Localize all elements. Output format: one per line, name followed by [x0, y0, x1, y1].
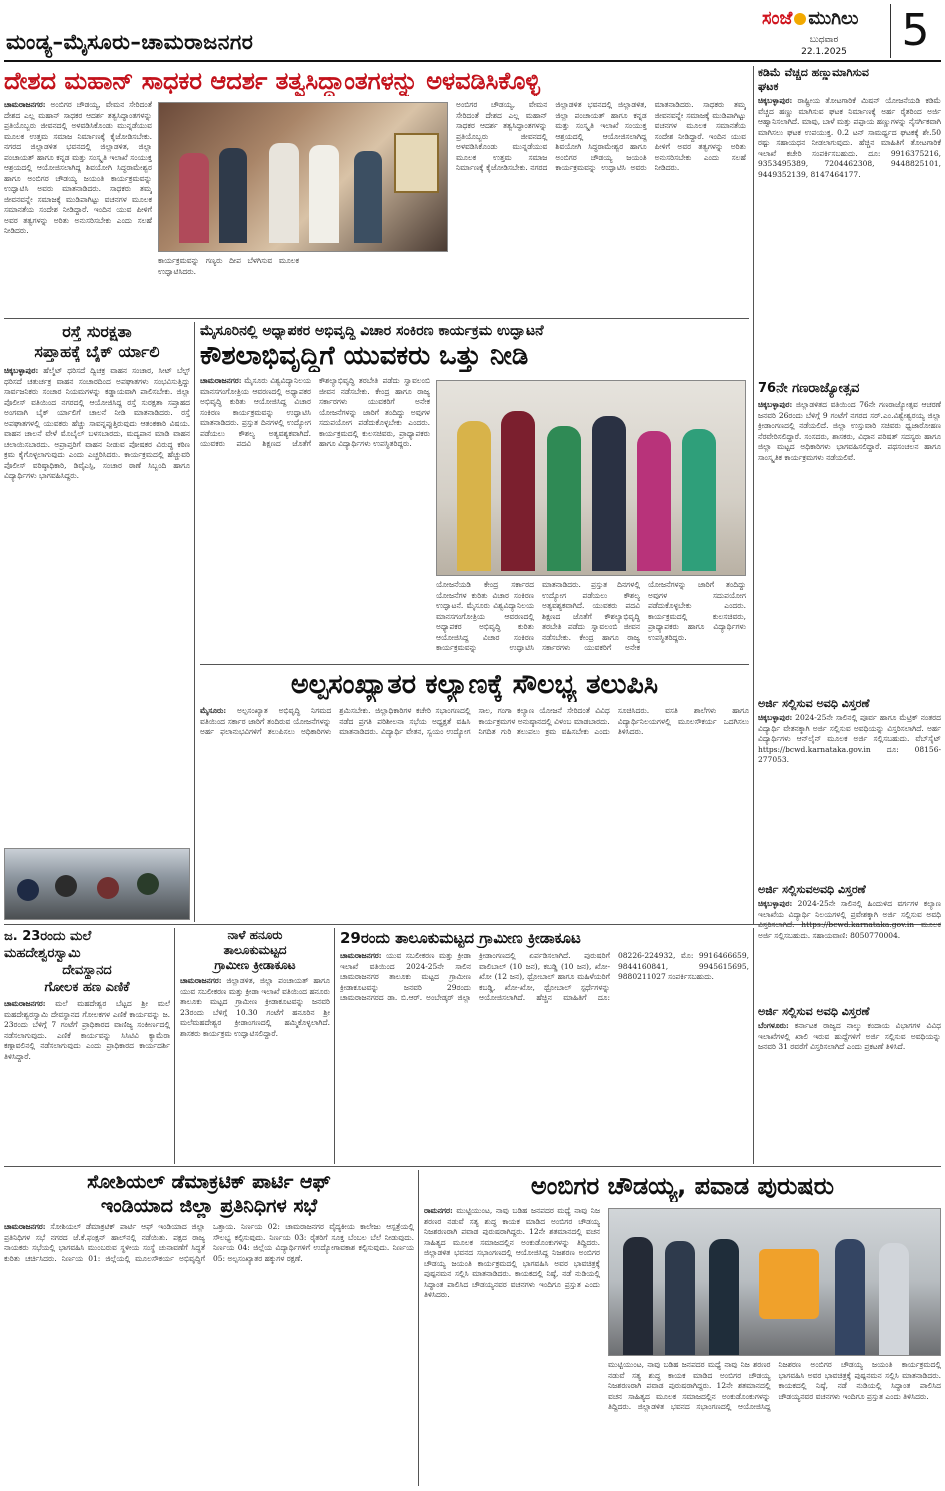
story-sdpi — [4, 1170, 414, 1486]
story-ambigara-col1 — [424, 1206, 600, 1484]
rule-skill — [200, 664, 749, 665]
story-skill-body — [200, 376, 430, 660]
story-ambigara-cols — [608, 1360, 941, 1484]
body-mm: ಮಲೆ ಮಹದೇಶ್ವರ ಬೆಟ್ಟದ ಶ್ರೀ ಮಲೆ ಮಹದೇಶ್ವರಸ್ವಾಮಿ ದೇವಸ್ಥಾನದ ಗೋಲಕಗಳ ಎಣಿಕೆ ಕಾರ್ಯವನ್ನು ಜ. 23ರಂದು ಬೆಳಿಗ್ಗೆ 7 ಗಂಟೆಗೆ ಪ್ರಾಧಿಕಾರದ ವಾಣಿಜ್ಯ ಸಂಕೀರ್ಣದಲ್ಲಿ ನಡೆಸಲಾಗುವುದು. ಎಣಿಕೆ ಕಾರ್ಯವನ್ನು ಸಿಸಿಟಿವಿ ಕ್ಯಾಮೆರಾ ಕಣ್ಗಾವಲಿನಲ್ಲಿ ನಡೆಸಲಾಗುವುದು ಎಂದು ಪ್ರಾಧಿಕಾರದ ಕಾರ್ಯದರ್ಶಿ ತಿಳಿಸಿದ್ದಾರೆ. — [4, 999, 170, 1061]
story-sdpi-body — [4, 1222, 414, 1484]
story-top-col-rest — [456, 100, 746, 312]
headline-mm-1: ಜ. 23ರಂದು ಮಲೆ — [4, 929, 92, 944]
headline-sdpi-1: ಸೋಶಿಯಲ್ ಡೆಮಾಕ್ರಟಿಕ್ ಪಾರ್ಟಿ ಆಫ್ — [87, 1171, 331, 1193]
story-mm-body — [4, 999, 170, 1159]
headline-ambigara: ಅಂಬಿಗರ ಚೌಡಯ್ಯ, ಪವಾಡ ಪುರುಷರು — [530, 1172, 835, 1200]
rule-road — [194, 322, 195, 922]
section-title: ಮಂಡ್ಯ–ಮೈಸೂರು–ಚಾಮರಾಜನಗರ — [6, 30, 254, 54]
rule-bottom-v — [418, 1170, 419, 1486]
logo-part1: ಸಂಜೆ — [762, 8, 793, 29]
headline-top: ದೇಶದ ಮಹಾನ್ ಸಾಧಕರ ಆದರ್ಶ ತತ್ವಸಿದ್ದಾಂತಗಳನ್ನು ಅಳವಡಿಸಿಕೊಳ್ಳಿ — [4, 67, 541, 95]
body-road-safety: ಹೆಲ್ಮೆಟ್ ಧರಿಸದೆ ದ್ವಿಚಕ್ರ ವಾಹನ ಸಂಚಾರ, ಸೀಟ್ ಬೆಲ್ಟ್ ಧರಿಸದೆ ಚತುರ್ಚಕ್ರ ವಾಹನ ಸಂಚಾರದಿಂದ ಅಪಘಾತಗಳು ಸಂಭವಿಸುತ್ತಿದ್ದು ಸಾರ್ವಜನಿಕರು ಸಂಚಾರ ನಿಯಮಗಳನ್ನು ಕಡ್ಡಾಯವಾಗಿ ಪಾಲಿಸಬೇಕು. ಜಿಲ್ಲಾ ಪೊಲೀಸ್ ವತಿಯಿಂದ ನಗರದಲ್ಲಿ ಆಯೋಜಿಸಿದ್ದ ರಸ್ತೆ ಸುರಕ್ಷತಾ ಸಪ್ತಾಹದ ಅಂಗವಾಗಿ ಬೈಕ್ ರ್ಯಾಲಿಗೆ ಚಾಲನೆ ನೀಡಿ ಮಾತನಾಡಿದರು. ರಸ್ತೆ ಅಪಘಾತಗಳಲ್ಲಿ ಯುವಕರು ಹೆಚ್ಚು ಸಾವನ್ನಪ್ಪುತ್ತಿರುವುದು ಆತಂಕಕಾರಿ ವಿಷಯ. ವಾಹನ ಚಾಲನೆ ವೇಳೆ ಮೊಬೈಲ್ ಬಳಸಬಾರದು, ಮದ್ಯಪಾನ ಮಾಡಿ ವಾಹನ ಚಲಾಯಿಸಬಾರದು. ಅಪ್ರಾಪ್ತರಿಗೆ ವಾಹನ ನೀಡುವ ಪೋಷಕರ ವಿರುದ್ಧ ಕಠಿಣ ಕ್ರಮ ಕೈಗೊಳ್ಳಲಾಗುವುದು ಎಂದು ಎಚ್ಚರಿಸಿದರು. ಕಾರ್ಯಕ್ರಮದಲ್ಲಿ ಹೆಚ್ಚುವರಿ ಪೊಲೀಸ್ ವರಿಷ್ಠಾಧಿಕಾರಿ, ಡಿವೈಎಸ್ಪಿ, ಸಂಚಾರ ಠಾಣೆ ಸಿಬ್ಬಂದಿ ಹಾಗೂ ವಿದ್ಯಾರ್ಥಿಗಳು ಭಾಗವಹಿಸಿದ್ದರು. — [4, 366, 190, 480]
body-republic: ಜಿಲ್ಲಾಡಳಿತದ ವತಿಯಿಂದ 76ನೇ ಗಣರಾಜ್ಯೋತ್ಸವ ಆಚರಣೆ ಜನವರಿ 26ರಂದು ಬೆಳಿಗ್ಗೆ 9 ಗಂಟೆಗೆ ನಗರದ ಸರ್.ಎಂ.ವಿಶ್ವೇಶ್ವರಯ್ಯ ಜಿಲ್ಲಾ ಕ್ರೀಡಾಂಗಣದಲ್ಲಿ ನಡೆಯಲಿದೆ. ಜಿಲ್ಲಾ ಉಸ್ತುವಾರಿ ಸಚಿವರು ಧ್ವಜಾರೋಹಣ ನೆರವೇರಿಸಲಿದ್ದಾರೆ. ಸಂಸದರು, ಶಾಸಕರು, ವಿಧಾನ ಪರಿಷತ್ ಸದಸ್ಯರು ಹಾಗೂ ಜಿಲ್ಲಾ ಮಟ್ಟದ ಅಧಿಕಾರಿಗಳು ಭಾಗವಹಿಸಲಿದ್ದಾರೆ. ಪಥಸಂಚಲನ ಹಾಗೂ ಸಾಂಸ್ಕೃತಿಕ ಕಾರ್ಯಕ್ರಮಗಳು ನಡೆಯಲಿವೆ. — [758, 400, 941, 462]
body-rural-sports: ಯುವ ಸಬಲೀಕರಣ ಮತ್ತು ಕ್ರೀಡಾ ಇಲಾಖೆ ವತಿಯಿಂದ 2024-25ನೇ ಸಾಲಿನ ಚಾಮರಾಜನಗರ ತಾಲೂಕು ಮಟ್ಟದ ಗ್ರಾಮೀಣ ಕ್ರೀಡಾಕೂಟವನ್ನು ಜನವರಿ 29ರಂದು ಚಾಮರಾಜನಗರದ ಡಾ. ಬಿ.ಆರ್. ಅಂಬೇಡ್ಕರ್ ಜಿಲ್ಲಾ ಕ್ರೀಡಾಂಗಣದಲ್ಲಿ ಏರ್ಪಡಿಸಲಾಗಿದೆ. ಪುರುಷರಿಗೆ ವಾಲಿಬಾಲ್ (10 ಜನ), ಕಬಡ್ಡಿ (10 ಜನ), ಖೋ-ಖೋ (12 ಜನ), ಥ್ರೋಬಾಲ್ ಹಾಗೂ ಮಹಿಳೆಯರಿಗೆ ಕಬಡ್ಡಿ, ಖೋ-ಖೋ, ಥ್ರೋಬಾಲ್ ಸ್ಪರ್ಧೆಗಳನ್ನು ಆಯೋಜಿಸಲಾಗಿದೆ. ಹೆಚ್ಚಿನ ಮಾಹಿತಿಗೆ ದೂ: 08226-224932, ಮೊ: 9916466659, 9844160841, 9945615695, 9880211027 ಸಂಪರ್ಕಿಸಬಹುದು. — [340, 951, 749, 1002]
cloud-logo-icon — [794, 13, 806, 25]
headline-rural-sports: 29ರಂದು ತಾಲೂಕುಮಟ್ಟದ ಗ್ರಾಮೀಣ ಕ್ರೀಡಾಕೂಟ — [340, 929, 581, 947]
headline-mm-4: ಗೋಲಕ ಹಣ ಎಣಿಕೆ — [44, 980, 130, 995]
story-deadline1-body — [758, 713, 941, 873]
story-onion — [758, 66, 941, 376]
story-skill — [200, 322, 749, 662]
headline-republic: 76ನೇ ಗಣರಾಜ್ಯೋತ್ಸವ — [758, 381, 860, 396]
headline-skill: ಕೌಶಲಾಭಿವೃದ್ಧಿಗೆ ಯುವಕರು ಒತ್ತು ನೀಡಿ — [200, 341, 529, 371]
dateline-deadline1: ಚಿಕ್ಕಬಳ್ಳಾಪುರ: — [758, 713, 793, 722]
dateline-top: ಚಾಮರಾಜನಗರ: — [4, 100, 46, 109]
dateline-deadline2: ಚಿಕ್ಕಬಳ್ಳಾಪುರ: — [758, 899, 793, 908]
photo-caption-top: ಕಾರ್ಯಕ್ರಮವನ್ನು ಗಣ್ಯರು ದೀಪ ಬೆಳಗಿಸುವ ಮೂಲಕ ಉದ್ಘಾಟಿಸಿದರು. — [158, 256, 299, 276]
body-top-continued: ಅಂಬಿಗರ ಚೌಡಯ್ಯ, ವೇಮನ ಸೇರಿದಂತೆ ದೇಶದ ಎಲ್ಲ ಮಹಾನ್ ಸಾಧಕರ ಆದರ್ಶ ತತ್ವಸಿದ್ಧಾಂತಗಳನ್ನು ಪ್ರತಿಯೊಬ್ಬರು ಜೀವನದಲ್ಲಿ ಅಳವಡಿಸಿಕೊಂಡು ಮುನ್ನಡೆಯುವ ಮೂಲಕ ಉತ್ತಮ ಸಮಾಜ ನಿರ್ಮಾಣಕ್ಕೆ ಕೈಜೋಡಿಸಬೇಕು. ನಗರದ ಜಿಲ್ಲಾಡಳಿತ ಭವನದಲ್ಲಿ ಜಿಲ್ಲಾಡಳಿತ, ಜಿಲ್ಲಾ ಪಂಚಾಯತ್ ಹಾಗೂ ಕನ್ನಡ ಮತ್ತು ಸಂಸ್ಕೃತಿ ಇಲಾಖೆ ಸಂಯುಕ್ತ ಆಶ್ರಯದಲ್ಲಿ ಆಯೋಜಿಸಲಾಗಿದ್ದ ಶಿವಯೋಗಿ ಸಿದ್ಧರಾಮೇಶ್ವರ ಹಾಗೂ ಅಂಬಿಗರ ಚೌಡಯ್ಯ ಜಯಂತಿ ಕಾರ್ಯಕ್ರಮವನ್ನು ಉದ್ಘಾಟಿಸಿ ಅವರು ಮಾತನಾಡಿದರು. ಸಾಧಕರು ತಮ್ಮ ಜೀವನವನ್ನೇ ಸಮಾಜಕ್ಕೆ ಮುಡಿಪಾಗಿಟ್ಟು ವಚನಗಳ ಮೂಲಕ ಸಮಾನತೆಯ ಸಂದೇಶ ನೀಡಿದ್ದಾರೆ. ಇಂದಿನ ಯುವ ಪೀಳಿಗೆ ಅವರ ತತ್ವಗಳನ್ನು ಅರಿತು ಅನುಸರಿಸಬೇಕು ಎಂದು ಸಲಹೆ ನೀಡಿದರು. — [456, 100, 746, 172]
dateline-rural-sports: ಚಾಮರಾಜನಗರ: — [340, 951, 382, 960]
dateline-ambigara: ರಾಮನಗರ: — [424, 1206, 453, 1215]
body-ambigara-continued: ಮುಟ್ಟಿಯುಂಟ, ನಾವು ಬಡಿಹ ಜನಪದರ ಮಧ್ಯೆ ನಾವು ನಿಜ ಶರಣರ ನಡುವೆ ಸತ್ಯ ಶುದ್ಧ ಕಾಯಕ ಮಾಡಿದ ಅಂಬಿಗರ ಚೌಡಯ್ಯ ನಿಜಶರಣರಾಗಿ ಪವಾಡ ಪುರುಷರಾಗಿದ್ದರು. 12ನೇ ಶತಮಾನದಲ್ಲಿ ವಚನ ಸಾಹಿತ್ಯದ ಮೂಲಕ ಸಮಾಜದಲ್ಲಿನ ಅಂಕುಡೊಂಕುಗಳನ್ನು ತಿದ್ದಿದರು. ಜಿಲ್ಲಾಡಳಿತ ಭವನದ ಸಭಾಂಗಣದಲ್ಲಿ ಆಯೋಜಿಸಿದ್ದ ನಿಜಶರಣ ಅಂಬಿಗರ ಚೌಡಯ್ಯ ಜಯಂತಿ ಕಾರ್ಯಕ್ರಮದಲ್ಲಿ ಭಾಗವಹಿಸಿ ಅವರ ಭಾವಚಿತ್ರಕ್ಕೆ ಪುಷ್ಪನಮನ ಸಲ್ಲಿಸಿ ಮಾತನಾಡಿದರು. ಕಾಯಕದಲ್ಲಿ ನಿಷ್ಠೆ, ನಡೆ ನುಡಿಯಲ್ಲಿ ಸಿದ್ಧಾಂತ ಪಾಲಿಸಿದ ಚೌಡಯ್ಯನವರ ವಚನಗಳು ಇಂದಿಗೂ ಪ್ರಸ್ತುತ ಎಂದು ತಿಳಿಸಿದರು. — [608, 1360, 941, 1411]
dateline-hanur: ಚಾಮರಾಜನಗರ: — [180, 976, 222, 985]
masthead — [4, 4, 941, 62]
story-top-photo — [158, 102, 448, 252]
headline-deadline1: ಅರ್ಜಿ ಸಲ್ಲಿಸುವ ಅವಧಿ ವಿಸ್ತರಣೆ — [758, 697, 870, 710]
story-minority — [200, 668, 749, 922]
rule-row3-b — [334, 928, 335, 1164]
skill-photo — [436, 380, 746, 576]
story-deadline3-body — [758, 1021, 941, 1161]
newspaper-page — [4, 4, 941, 1487]
rule-row3-c — [753, 928, 754, 1164]
body-minority: ಅಲ್ಪಸಂಖ್ಯಾತ ಅಭಿವೃದ್ಧಿ ನಿಗಮದ ವತಿಯಿಂದ ಸರ್ಕಾರ ಜಾರಿಗೆ ತಂದಿರುವ ಯೋಜನೆಗಳನ್ನು ಅರ್ಹ ಫಲಾನುಭವಿಗಳಿಗೆ ತಲುಪಿಸಲು ಅಧಿಕಾರಿಗಳು ಶ್ರಮಿಸಬೇಕು. ಜಿಲ್ಲಾಧಿಕಾರಿಗಳ ಕಚೇರಿ ಸಭಾಂಗಣದಲ್ಲಿ ನಡೆದ ಪ್ರಗತಿ ಪರಿಶೀಲನಾ ಸಭೆಯ ಅಧ್ಯಕ್ಷತೆ ವಹಿಸಿ ಮಾತನಾಡಿದರು. ವಿದ್ಯಾರ್ಥಿ ವೇತನ, ಸ್ವಯಂ ಉದ್ಯೋಗ ಸಾಲ, ಗಂಗಾ ಕಲ್ಯಾಣ ಯೋಜನೆ ಸೇರಿದಂತೆ ವಿವಿಧ ಕಾರ್ಯಕ್ರಮಗಳ ಅನುಷ್ಠಾನದಲ್ಲಿ ವಿಳಂಬ ಮಾಡಬಾರದು. ನಿಗದಿತ ಗುರಿ ತಲುಪಲು ಕ್ರಮ ವಹಿಸಬೇಕು ಎಂದು ಸೂಚಿಸಿದರು. ವಸತಿ ಶಾಲೆಗಳು ಹಾಗೂ ವಿದ್ಯಾರ್ಥಿನಿಲಯಗಳಲ್ಲಿ ಮೂಲಸೌಕರ್ಯ ಒದಗಿಸಲು ತಿಳಿಸಿದರು. — [200, 706, 749, 736]
story-minority-body — [200, 706, 749, 920]
body-deadline2: 2024-25ನೇ ಸಾಲಿನಲ್ಲಿ ಹಿಂದುಳಿದ ವರ್ಗಗಳ ಕಲ್ಯಾಣ ಇಲಾಖೆಯ ವಿದ್ಯಾರ್ಥಿ ನಿಲಯಗಳಲ್ಲಿ ಪ್ರವೇಶಕ್ಕಾಗಿ ಅರ್ಜಿ ಸಲ್ಲಿಸುವ ಅವಧಿ ವಿಸ್ತರಿಸಲಾಗಿದೆ. https://bcwd.karnataka.gov.in ಮೂಲಕ ಅರ್ಜಿ ಸಲ್ಲಿಸಬಹುದು. ಸಹಾಯವಾಣಿ: 8050770004. — [758, 899, 941, 940]
story-top-caption-text — [158, 256, 448, 312]
headline-hanur-3: ಗ್ರಾಮೀಣ ಕ್ರೀಡಾಕೂಟ — [214, 958, 296, 972]
story-deadline3 — [758, 1004, 941, 1164]
page-number: 5 — [890, 4, 940, 58]
story-road-safety — [4, 322, 190, 922]
story-deadline2 — [758, 882, 941, 1000]
story-deadline2-body — [758, 899, 941, 997]
headline-deadline2: ಅರ್ಜಿ ಸಲ್ಲಿಸುವಅವಧಿ ವಿಸ್ತರಣೆ — [758, 883, 866, 896]
dateline-sdpi: ಚಾಮರಾಜನಗರ: — [4, 1222, 46, 1231]
body-deadline1: 2024-25ನೇ ಸಾಲಿನಲ್ಲಿ ಪೂರ್ವ ಹಾಗೂ ಮೆಟ್ರಿಕ್ ನಂತರದ ವಿದ್ಯಾರ್ಥಿ ವೇತನಕ್ಕಾಗಿ ಅರ್ಜಿ ಸಲ್ಲಿಸುವ ಅವಧಿಯನ್ನು ವಿಸ್ತರಿಸಲಾಗಿದೆ. ಅರ್ಹ ವಿದ್ಯಾರ್ಥಿಗಳು ಆನ್‌ಲೈನ್ ಮೂಲಕ ಅರ್ಜಿ ಸಲ್ಲಿಸಬಹುದು. ವೆಬ್‌ಸೈಟ್ https://bcwd.karnataka.gov.in ದೂ: 08156-277053. — [758, 713, 941, 764]
newspaper-logo — [762, 8, 882, 34]
story-top-col1 — [4, 100, 152, 310]
body-sdpi: ಸೋಶಿಯಲ್ ಡೆಮಾಕ್ರಟಿಕ್ ಪಾರ್ಟಿ ಆಫ್ ಇಂಡಿಯಾದ ಜಿಲ್ಲಾ ಪ್ರತಿನಿಧಿಗಳ ಸಭೆ ನಗರದ ಜೆ.ಕೆ.ಫಂಕ್ಷನ್ ಹಾಲ್‌ನಲ್ಲಿ ನಡೆಯಿತು. ಪಕ್ಷದ ರಾಜ್ಯ ನಾಯಕರು ಸಭೆಯಲ್ಲಿ ಭಾಗವಹಿಸಿ ಮುಂಬರುವ ಸ್ಥಳೀಯ ಸಂಸ್ಥೆ ಚುನಾವಣೆಗೆ ಸಿದ್ಧತೆ ಕುರಿತು ಚರ್ಚಿಸಿದರು. ನಿರ್ಣಯ 01: ಜಿಲ್ಲೆಯಲ್ಲಿ ಮೂಲಸೌಕರ್ಯ ಅಭಿವೃದ್ಧಿಗೆ ಒತ್ತಾಯ. ನಿರ್ಣಯ 02: ಚಾಮರಾಜನಗರ ವೈದ್ಯಕೀಯ ಕಾಲೇಜು ಆಸ್ಪತ್ರೆಯಲ್ಲಿ ಸೌಲಭ್ಯ ಕಲ್ಪಿಸುವುದು. ನಿರ್ಣಯ 03: ರೈತರಿಗೆ ಸೂಕ್ತ ಬೆಂಬಲ ಬೆಲೆ ನೀಡುವುದು. ನಿರ್ಣಯ 04: ಜಿಲ್ಲೆಯ ವಿದ್ಯಾರ್ಥಿಗಳಿಗೆ ಉದ್ಯೋಗಾವಕಾಶ ಕಲ್ಪಿಸುವುದು. ನಿರ್ಣಯ 05: ಅಲ್ಪಸಂಖ್ಯಾತರ ಹಕ್ಕುಗಳ ರಕ್ಷಣೆ. — [4, 1222, 414, 1263]
headline-deadline3: ಅರ್ಜಿ ಸಲ್ಲಿಸುವ ಅವಧಿ ವಿಸ್ತರಣೆ — [758, 1005, 870, 1018]
dateline-road-safety: ಚಿಕ್ಕಬಳ್ಳಾಪುರ: — [4, 366, 39, 375]
body-skill: ಮೈಸೂರು ವಿಶ್ವವಿದ್ಯಾನಿಲಯ ಮಾನಸಗಂಗೋತ್ರಿಯ ಆವರಣದಲ್ಲಿ ಅಧ್ಯಾಪಕರ ಅಭಿವೃದ್ಧಿ ಕುರಿತು ಆಯೋಜಿಸಿದ್ದ ವಿಚಾರ ಸಂಕಿರಣ ಕಾರ್ಯಕ್ರಮವನ್ನು ಉದ್ಘಾಟಿಸಿ ಮಾತನಾಡಿದರು. ಪ್ರಸ್ತುತ ದಿನಗಳಲ್ಲಿ ಉದ್ಯೋಗ ಪಡೆಯಲು ಕೌಶಲ್ಯ ಅತ್ಯವಶ್ಯಕವಾಗಿದೆ. ಯುವಕರು ಪದವಿ ಶಿಕ್ಷಣದ ಜೊತೆಗೆ ಕೌಶಲ್ಯಾಭಿವೃದ್ಧಿ ತರಬೇತಿ ಪಡೆದು ಸ್ವಾವಲಂಬಿ ಜೀವನ ನಡೆಸಬೇಕು. ಕೇಂದ್ರ ಹಾಗೂ ರಾಜ್ಯ ಸರ್ಕಾರಗಳು ಯುವಕರಿಗೆ ಅನೇಕ ಯೋಜನೆಗಳನ್ನು ಜಾರಿಗೆ ತಂದಿದ್ದು ಅವುಗಳ ಸದುಪಯೋಗ ಪಡೆದುಕೊಳ್ಳಬೇಕು ಎಂದರು. ಕಾರ್ಯಕ್ರಮದಲ್ಲಿ ಕುಲಸಚಿವರು, ಪ್ರಾಧ್ಯಾಪಕರು ಹಾಗೂ ವಿದ್ಯಾರ್ಥಿಗಳು ಉಪಸ್ಥಿತರಿದ್ದರು. — [200, 376, 430, 448]
dateline-mm: ಚಾಮರಾಜನಗರ: — [4, 999, 46, 1008]
headline-mm-2: ಮಹದೇಶ್ವರಸ್ವಾಮಿ — [4, 946, 81, 961]
rule-top — [4, 318, 749, 319]
body-deadline3: ಕರ್ನಾಟಕ ರಾಜ್ಯದ ನಾಲ್ಕು ಕಂದಾಯ ವಿಭಾಗಗಳ ವಿವಿಧ ಇಲಾಖೆಗಳಲ್ಲಿ ಖಾಲಿ ಇರುವ ಹುದ್ದೆಗಳಿಗೆ ಅರ್ಜಿ ಸಲ್ಲಿಸುವ ಅವಧಿಯನ್ನು ಜನವರಿ 31 ರವರೆಗೆ ವಿಸ್ತರಿಸಲಾಗಿದೆ ಎಂದು ಪ್ರಕಟಣೆ ತಿಳಿಸಿದೆ. — [758, 1021, 941, 1051]
story-top — [4, 66, 749, 316]
story-onion-body — [758, 96, 941, 376]
headline-hanur-2: ತಾಲೂಕುಮಟ್ಟದ — [223, 943, 287, 957]
logo-part2: ಮುಗಿಲು — [808, 8, 859, 29]
kicker-skill: ಮೈಸೂರಿನಲ್ಲಿ ಅಧ್ಯಾಪಕರ ಅಭಿವೃದ್ಧಿ ವಿಚಾರ ಸಂಕಿರಣ ಕಾರ್ಯಕ್ರಮ ಉದ್ಘಾಟನೆ — [200, 323, 544, 339]
skill-caption-text — [436, 580, 746, 660]
body-onion: ರಾಷ್ಟ್ರೀಯ ತೋಟಗಾರಿಕೆ ಮಿಷನ್ ಯೋಜನೆಯಡಿ ಕಡಿಮೆ ವೆಚ್ಚದ ಹಣ್ಣು ಮಾಗಿಸುವ ಘಟಕ ನಿರ್ಮಾಣಕ್ಕೆ ಅರ್ಹ ರೈತರಿಂದ ಅರ್ಜಿ ಆಹ್ವಾನಿಸಲಾಗಿದೆ. ಮಾವು, ಬಾಳೆ ಮತ್ತು ಪಪ್ಪಾಯ ಹಣ್ಣುಗಳನ್ನು ನೈಸರ್ಗಿಕವಾಗಿ ಮಾಗಿಸಲು ಘಟಕ ಉಪಯುಕ್ತ. 0.2 ಟನ್ ಸಾಮರ್ಥ್ಯದ ಘಟಕಕ್ಕೆ ಶೇ.50 ರಷ್ಟು ಸಹಾಯಧನ ನೀಡಲಾಗುವುದು. ಹೆಚ್ಚಿನ ಮಾಹಿತಿಗೆ ತೋಟಗಾರಿಕೆ ಇಲಾಖೆ ಕಚೇರಿ ಸಂಪರ್ಕಿಸಬಹುದು. ದೂ: 9916375216, 9353495389, 7204462308, 9448825101, 9449352139, 8147464177. — [758, 96, 941, 179]
rule-bottom — [4, 1166, 941, 1167]
headline-minority: ಅಲ್ಪಸಂಖ್ಯಾತರ ಕಲ್ಯಾಣಕ್ಕೆ ಸೌಲಭ್ಯ ತಲುಪಿಸಿ — [290, 669, 659, 700]
body-top: ಅಂಬಿಗರ ಚೌಡಯ್ಯ, ವೇಮನ ಸೇರಿದಂತೆ ದೇಶದ ಎಲ್ಲ ಮಹಾನ್ ಸಾಧಕರ ಆದರ್ಶ ತತ್ವಸಿದ್ಧಾಂತಗಳನ್ನು ಪ್ರತಿಯೊಬ್ಬರು ಜೀವನದಲ್ಲಿ ಅಳವಡಿಸಿಕೊಂಡು ಮುನ್ನಡೆಯುವ ಮೂಲಕ ಉತ್ತಮ ಸಮಾಜ ನಿರ್ಮಾಣಕ್ಕೆ ಕೈಜೋಡಿಸಬೇಕು. ನಗರದ ಜಿಲ್ಲಾಡಳಿತ ಭವನದಲ್ಲಿ ಜಿಲ್ಲಾಡಳಿತ, ಜಿಲ್ಲಾ ಪಂಚಾಯತ್ ಹಾಗೂ ಕನ್ನಡ ಮತ್ತು ಸಂಸ್ಕೃತಿ ಇಲಾಖೆ ಸಂಯುಕ್ತ ಆಶ್ರಯದಲ್ಲಿ ಆಯೋಜಿಸಲಾಗಿದ್ದ ಶಿವಯೋಗಿ ಸಿದ್ಧರಾಮೇಶ್ವರ ಹಾಗೂ ಅಂಬಿಗರ ಚೌಡಯ್ಯ ಜಯಂತಿ ಕಾರ್ಯಕ್ರಮವನ್ನು ಉದ್ಘಾಟಿಸಿ ಅವರು ಮಾತನಾಡಿದರು. ಸಾಧಕರು ತಮ್ಮ ಜೀವನವನ್ನೇ ಸಮಾಜಕ್ಕೆ ಮುಡಿಪಾಗಿಟ್ಟು ವಚನಗಳ ಮೂಲಕ ಸಮಾನತೆಯ ಸಂದೇಶ ನೀಡಿದ್ದಾರೆ. ಇಂದಿನ ಯುವ ಪೀಳಿಗೆ ಅವರ ತತ್ವಗಳನ್ನು ಅರಿತು ಅನುಸರಿಸಬೇಕು ಎಂದು ಸಲಹೆ ನೀಡಿದರು. — [4, 100, 152, 235]
headline-road-safety-1: ರಸ್ತೆ ಸುರಕ್ಷತಾ — [62, 322, 132, 341]
photo-caption-skill: ಯೋಜನೆಯಡಿ ಕೇಂದ್ರ ಸರ್ಕಾರದ ಯೋಜನೆಗಳ ಕುರಿತು ವಿಚಾರ ಸಂಕಿರಣ ಉದ್ಘಾಟನೆ. — [436, 580, 534, 610]
story-rural-sports-body — [340, 951, 749, 1161]
story-rural-sports — [340, 928, 749, 1164]
headline-sdpi-2: ಇಂಡಿಯಾದ ಜಿಲ್ಲಾ ಪ್ರತಿನಿಧಿಗಳ ಸಭೆ — [100, 1195, 318, 1217]
road-safety-photo — [4, 848, 190, 920]
headline-onion-1: ಕಡಿಮೆ ವೆಚ್ಚದ ಹಣ್ಣುಮಾಗಿಸುವ — [758, 66, 869, 79]
story-hanur — [180, 928, 330, 1164]
rule-right — [753, 66, 754, 924]
dateline-minority: ಮೈಸೂರು: — [200, 706, 227, 715]
dateline-deadline3: ಬೆಂಗಳೂರು: — [758, 1021, 789, 1030]
issue-date-value: 22.1.2025 — [801, 47, 847, 57]
headline-road-safety-2: ಸಪ್ತಾಹಕ್ಕೆ ಬೈಕ್ ರ್ಯಾಲಿ — [34, 342, 160, 361]
issue-weekday: ಬುಧವಾರ — [809, 35, 839, 45]
headline-hanur-1: ನಾಳೆ ಹನೂರು — [227, 928, 283, 942]
dateline-republic: ಚಿಕ್ಕಬಳ್ಳಾಪುರ: — [758, 400, 793, 409]
headline-onion-2: ಘಟಕ — [758, 80, 779, 93]
issue-date — [784, 34, 864, 58]
story-republic — [758, 380, 941, 690]
story-deadline1 — [758, 696, 941, 876]
rule-row3-a — [174, 928, 175, 1164]
headline-mm-3: ದೇವಸ್ಥಾನದ — [62, 963, 112, 978]
body-skill-continued: ಮೈಸೂರು ವಿಶ್ವವಿದ್ಯಾನಿಲಯ ಮಾನಸಗಂಗೋತ್ರಿಯ ಆವರಣದಲ್ಲಿ ಅಧ್ಯಾಪಕರ ಅಭಿವೃದ್ಧಿ ಕುರಿತು ಆಯೋಜಿಸಿದ್ದ ವಿಚಾರ ಸಂಕಿರಣ ಕಾರ್ಯಕ್ರಮವನ್ನು ಉದ್ಘಾಟಿಸಿ ಮಾತನಾಡಿದರು. ಪ್ರಸ್ತುತ ದಿನಗಳಲ್ಲಿ ಉದ್ಯೋಗ ಪಡೆಯಲು ಕೌಶಲ್ಯ ಅತ್ಯವಶ್ಯಕವಾಗಿದೆ. ಯುವಕರು ಪದವಿ ಶಿಕ್ಷಣದ ಜೊತೆಗೆ ಕೌಶಲ್ಯಾಭಿವೃದ್ಧಿ ತರಬೇತಿ ಪಡೆದು ಸ್ವಾವಲಂಬಿ ಜೀವನ ನಡೆಸಬೇಕು. ಕೇಂದ್ರ ಹಾಗೂ ರಾಜ್ಯ ಸರ್ಕಾರಗಳು ಯುವಕರಿಗೆ ಅನೇಕ ಯೋಜನೆಗಳನ್ನು ಜಾರಿಗೆ ತಂದಿದ್ದು ಅವುಗಳ ಸದುಪಯೋಗ ಪಡೆದುಕೊಳ್ಳಬೇಕು ಎಂದರು. ಕಾರ್ಯಕ್ರಮದಲ್ಲಿ ಕುಲಸಚಿವರು, ಪ್ರಾಧ್ಯಾಪಕರು ಹಾಗೂ ವಿದ್ಯಾರ್ಥಿಗಳು ಉಪಸ್ಥಿತರಿದ್ದರು. — [436, 580, 746, 652]
story-republic-body — [758, 400, 941, 686]
dateline-onion: ಚಿಕ್ಕಬಳ್ಳಾಪುರ: — [758, 96, 793, 105]
body-ambigara: ಮುಟ್ಟಿಯುಂಟ, ನಾವು ಬಡಿಹ ಜನಪದರ ಮಧ್ಯೆ ನಾವು ನಿಜ ಶರಣರ ನಡುವೆ ಸತ್ಯ ಶುದ್ಧ ಕಾಯಕ ಮಾಡಿದ ಅಂಬಿಗರ ಚೌಡಯ್ಯ ನಿಜಶರಣರಾಗಿ ಪವಾಡ ಪುರುಷರಾಗಿದ್ದರು. 12ನೇ ಶತಮಾನದಲ್ಲಿ ವಚನ ಸಾಹಿತ್ಯದ ಮೂಲಕ ಸಮಾಜದಲ್ಲಿನ ಅಂಕುಡೊಂಕುಗಳನ್ನು ತಿದ್ದಿದರು. ಜಿಲ್ಲಾಡಳಿತ ಭವನದ ಸಭಾಂಗಣದಲ್ಲಿ ಆಯೋಜಿಸಿದ್ದ ನಿಜಶರಣ ಅಂಬಿಗರ ಚೌಡಯ್ಯ ಜಯಂತಿ ಕಾರ್ಯಕ್ರಮದಲ್ಲಿ ಭಾಗವಹಿಸಿ ಅವರ ಭಾವಚಿತ್ರಕ್ಕೆ ಪುಷ್ಪನಮನ ಸಲ್ಲಿಸಿ ಮಾತನಾಡಿದರು. ಕಾಯಕದಲ್ಲಿ ನಿಷ್ಠೆ, ನಡೆ ನುಡಿಯಲ್ಲಿ ಸಿದ್ಧಾಂತ ಪಾಲಿಸಿದ ಚೌಡಯ್ಯನವರ ವಚನಗಳು ಇಂದಿಗೂ ಪ್ರಸ್ತುತ ಎಂದು ತಿಳಿಸಿದರು. — [424, 1206, 600, 1299]
story-hanur-body — [180, 976, 330, 1154]
story-malemahadeshwara — [4, 928, 170, 1164]
ambigara-photo — [608, 1208, 941, 1356]
story-ambigara — [424, 1170, 941, 1486]
story-road-safety-body — [4, 366, 190, 836]
dateline-skill: ಚಾಮರಾಜನಗರ: — [200, 376, 242, 385]
body-hanur: ಜಿಲ್ಲಾಡಳಿತ, ಜಿಲ್ಲಾ ಪಂಚಾಯತ್ ಹಾಗೂ ಯುವ ಸಬಲೀಕರಣ ಮತ್ತು ಕ್ರೀಡಾ ಇಲಾಖೆ ವತಿಯಿಂದ ಹನೂರು ತಾಲೂಕು ಮಟ್ಟದ ಗ್ರಾಮೀಣ ಕ್ರೀಡಾಕೂಟವನ್ನು ಜನವರಿ 23ರಂದು ಬೆಳಿಗ್ಗೆ 10.30 ಗಂಟೆಗೆ ಹನೂರಿನ ಶ್ರೀ ಮಲೆಮಹದೇಶ್ವರ ಕ್ರೀಡಾಂಗಣದಲ್ಲಿ ಹಮ್ಮಿಕೊಳ್ಳಲಾಗಿದೆ. ಶಾಸಕರು ಕಾರ್ಯಕ್ರಮ ಉದ್ಘಾಟಿಸಲಿದ್ದಾರೆ. — [180, 976, 330, 1038]
